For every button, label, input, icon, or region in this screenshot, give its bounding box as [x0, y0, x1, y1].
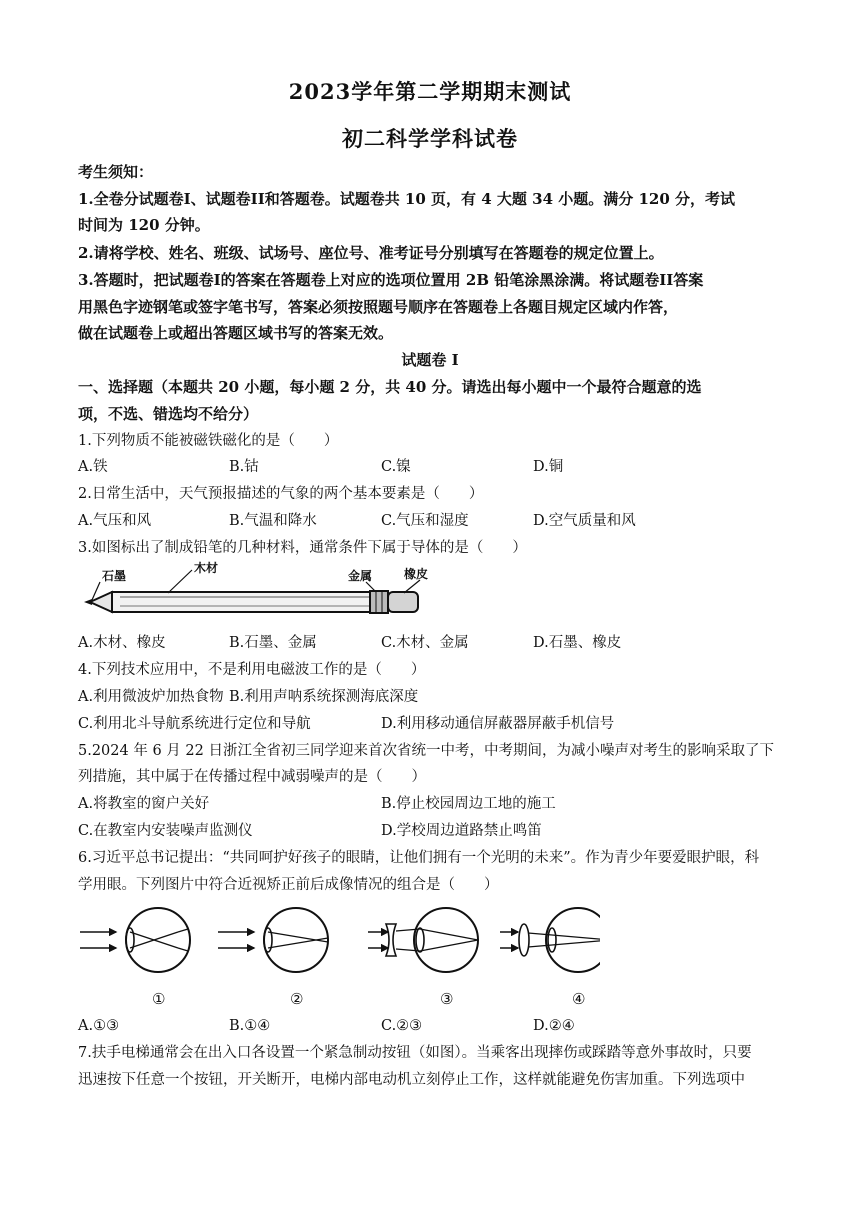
question-stem: 列措施，其中属于在传播过程中减弱噪声的是（ ） [78, 769, 426, 785]
option-b: B.停止校园周边工地的施工 [381, 796, 556, 812]
option-b: B.石墨、金属 [229, 635, 317, 651]
eye-diagram-4 [500, 908, 600, 1008]
figure-label-4: ④ [572, 990, 586, 1008]
notice-line: 做在试题卷上或超出答题区域书写的答案无效。 [78, 324, 394, 342]
label-wood: 木材 [194, 561, 219, 575]
part1-heading: 一、选择题（本题共 20 小题，每小题 2 分，共 40 分。请选出每小题中一个最符合题意的选 [78, 378, 702, 396]
question-stem: 6.习近平总书记提出：“共同呵护好孩子的眼睛，让他们拥有一个光明的未来”。作为青少年要爱眼护眼，科 [78, 850, 760, 866]
option-b: B.气温和降水 [229, 513, 317, 529]
question-stem: 5.2024 年 6 月 22 日浙江全省初三同学迎来首次省统一中考，中考期间，为减小噪声对考生的影响采取了下 [78, 743, 774, 759]
option-c: C.②③ [381, 1018, 423, 1034]
label-graphite: 石墨 [102, 569, 127, 583]
option-c: C.在教室内安装噪声监测仪 [78, 823, 253, 839]
option-b: B.钴 [229, 459, 259, 475]
notice-line: 时间为 120 分钟。 [78, 216, 210, 234]
option-d: D.利用移动通信屏蔽器屏蔽手机信号 [381, 716, 615, 732]
option-d: D.②④ [533, 1018, 575, 1034]
option-d: D.空气质量和风 [533, 513, 636, 529]
pencil-figure [80, 560, 440, 626]
question-stem: 1.下列物质不能被磁铁磁化的是（ ） [78, 433, 339, 449]
figure-label-2: ② [290, 990, 304, 1008]
option-d: D.学校周边道路禁止鸣笛 [381, 823, 542, 839]
exam-subtitle: 初二科学学科试卷 [342, 126, 518, 151]
option-a: A.①③ [78, 1018, 120, 1034]
section-title: 试题卷 I [401, 351, 459, 369]
notice-heading: 考生须知： [78, 163, 154, 181]
option-d: D.石墨、橡皮 [533, 635, 622, 651]
label-metal: 金属 [348, 569, 373, 583]
option-a: A.气压和风 [78, 513, 152, 529]
notice-line: 1.全卷分试题卷I、试题卷II和答题卷。试题卷共 10 页，有 4 大题 34 小题。满分 120 分，考试 [78, 190, 735, 208]
eye-diagram-3 [368, 908, 478, 1008]
option-c: C.气压和湿度 [381, 513, 469, 529]
question-stem: 2.日常生活中，天气预报描述的气象的两个基本要素是（ ） [78, 486, 484, 502]
part1-heading: 项，不选、错选均不给分） [78, 405, 259, 423]
question-stem: 学用眼。下列图片中符合近视矫正前后成像情况的组合是（ ） [78, 877, 499, 893]
option-c: C.镍 [381, 459, 411, 475]
option-c: C.利用北斗导航系统进行定位和导航 [78, 716, 311, 732]
question-stem: 4.下列技术应用中，不是利用电磁波工作的是（ ） [78, 662, 426, 678]
option-b: B.利用声呐系统探测海底深度 [229, 689, 419, 705]
notice-line: 3.答题时，把试题卷I的答案在答题卷上对应的选项位置用 2B 铅笔涂黑涂满。将试题卷II答案 [78, 271, 704, 289]
figure-label-1: ① [152, 990, 166, 1008]
option-a: A.木材、橡皮 [78, 635, 166, 651]
option-a: A.将教室的窗户关好 [78, 796, 210, 812]
label-eraser: 橡皮 [404, 567, 429, 581]
option-a: A.利用微波炉加热食物 [78, 689, 224, 705]
option-b: B.①④ [229, 1018, 271, 1034]
eye-diagram-1 [80, 908, 190, 1008]
question-stem: 迅速按下任意一个按钮，开关断开，电梯内部电动机立刻停止工作，这样就能避免伤害加重。下列选项中 [78, 1072, 745, 1088]
question-stem: 3.如图标出了制成铅笔的几种材料，通常条件下属于导体的是（ ） [78, 540, 527, 556]
notice-line: 2.请将学校、姓名、班级、试场号、座位号、准考证号分别填写在答题卷的规定位置上。 [78, 244, 664, 262]
figure-label-3: ③ [440, 990, 454, 1008]
eye-diagram-2 [218, 908, 328, 1008]
option-d: D.铜 [533, 459, 564, 475]
notice-line: 用黑色字迹钢笔或签字笔书写，答案必须按照题号顺序在答题卷上各题目规定区域内作答， [78, 298, 679, 316]
exam-title: 2023学年第二学期期末测试 [288, 79, 572, 104]
eye-figures [80, 904, 600, 1012]
question-stem: 7.扶手电梯通常会在出入口各设置一个紧急制动按钮（如图）。当乘客出现摔伤或踩踏等意外事故时，只要 [78, 1045, 752, 1061]
option-c: C.木材、金属 [381, 635, 469, 651]
option-a: A.铁 [78, 459, 108, 475]
